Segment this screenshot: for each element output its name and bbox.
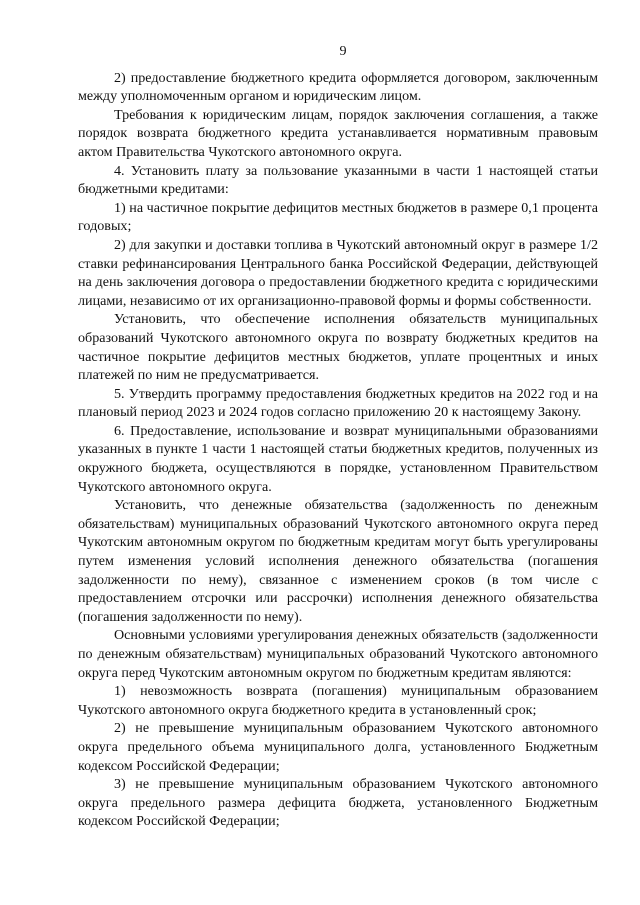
paragraph-item-4: 4. Установить плату за пользование указанными в части 1 настоящей статьи бюджетными кредитами: xyxy=(78,162,598,198)
paragraph-contract: 2) предоставление бюджетного кредита оформляется договором, заключенным между уполномоченным органом и юридическим лицом. xyxy=(78,69,598,105)
paragraph-item-5: 5. Утвердить программу предоставления бюджетных кредитов на 2022 год и на плановый период 2023 и 2024 годов согласно приложению 20 к настоящему Закону. xyxy=(78,385,598,421)
paragraph-condition-3: 3) не превышение муниципальным образованием Чукотского автономного округа предельного размера дефицита бюджета, установленного Бюджетным кодексом Российской Федерации; xyxy=(78,776,598,830)
paragraph-condition-2: 2) не превышение муниципальным образованием Чукотского автономного округа предельного объема муниципального долга, установленного Бюджетным кодексом Российской Федерации; xyxy=(78,720,598,774)
paragraph-condition-1: 1) невозможность возврата (погашения) муниципальным образованием Чукотского автономного округа бюджетного кредита в установленный срок; xyxy=(78,683,598,718)
paragraph-conditions: Основными условиями урегулирования денежных обязательств (задолженности по денежным обязательствам) муниципальных образований Чукотского автономного округа перед Чукотским автономным округом по бюджетным кредитам являются: xyxy=(78,627,598,681)
paragraph-item-6: 6. Предоставление, использование и возврат муниципальными образованиями указанных в пункте 1 части 1 настоящей статьи бюджетных кредитов, полученных из окружного бюджета, осуществляются в порядке, установленном Правительством Чукотского автономного округа. xyxy=(78,422,598,495)
paragraph-obligations: Установить, что денежные обязательства (задолженность по денежным обязательствам) муниципальных образований Чукотского автономного округа перед Чукотским автономным округом по бюджетным кредитам могут быть урегулированы путем изменения условий исполнения денежного обязательства (погашения задолженности по нему), связанное с изменением сроков (в том числе с предоставлением отсрочки или рассрочки) исполнения денежного обязательства (погашения задолженности по нему). xyxy=(78,497,598,625)
page-number: 9 xyxy=(339,43,347,59)
paragraph-item-4-1: 1) на частичное покрытие дефицитов местных бюджетов в размере 0,1 процента годовых; xyxy=(78,199,598,235)
paragraph-security: Установить, что обеспечение исполнения обязательств муниципальных образований Чукотского автономного округа по возврату бюджетных кредитов на частичное покрытие дефицитов местных бюджетов, уплате процентных и иных платежей по ним не предусматривается. xyxy=(78,311,598,384)
paragraph-item-4-2: 2) для закупки и доставки топлива в Чукотский автономный округ в размере 1/2 ставки рефинансирования Центрального банка Российской Федерации, действующей на день заключения договора о предоставлении бюджетного кредита с юридическими лицами, независимо от их организационно-правовой формы и формы собственности. xyxy=(78,236,598,309)
paragraph-requirements: Требования к юридическим лицам, порядок заключения соглашения, а также порядок возврата бюджетного кредита устанавливается нормативным правовым актом Правительства Чукотского автономного округа. xyxy=(78,106,598,160)
